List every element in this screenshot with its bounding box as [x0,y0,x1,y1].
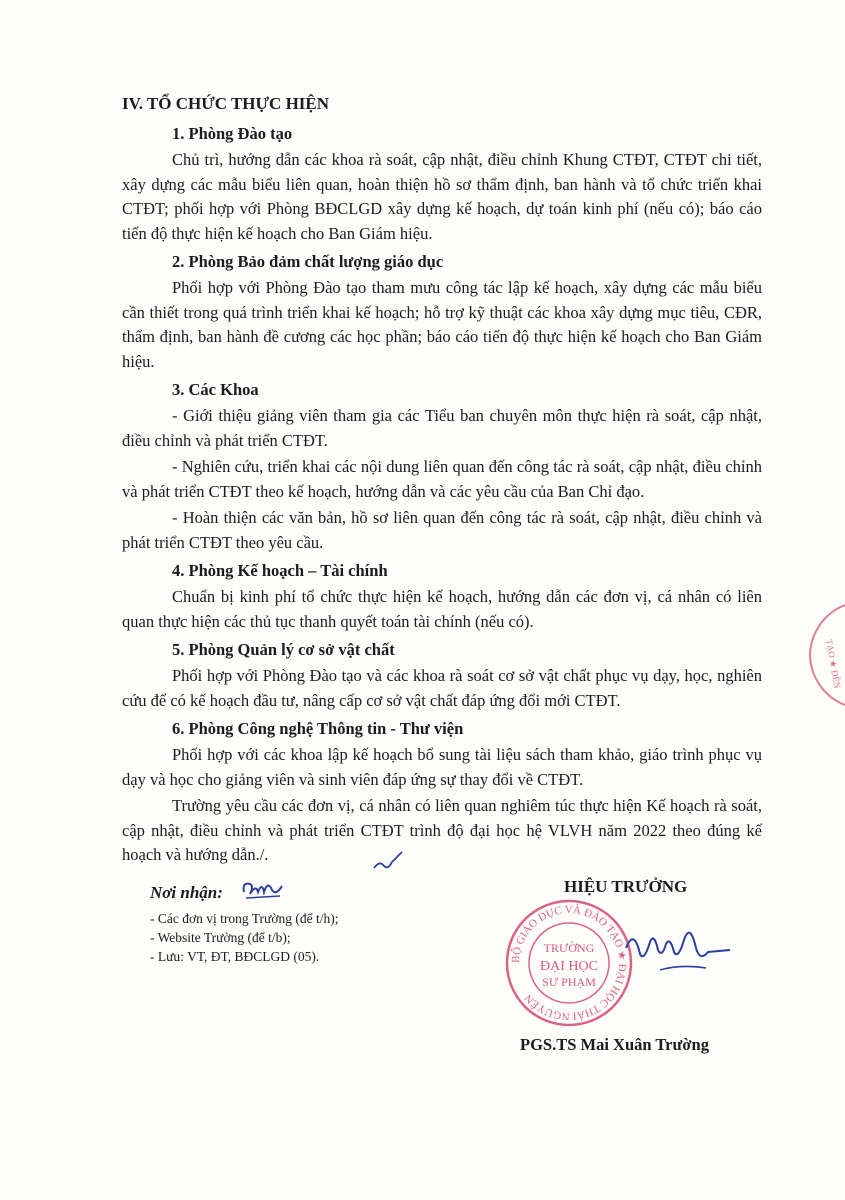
official-seal-icon [504,898,634,1028]
document-body [122,92,762,870]
seal-line-1: TRƯỜNG [543,941,595,955]
signer-title: HIỆU TRƯỞNG [564,877,688,896]
section-title: IV. TỔ CHỨC THỰC HIỆN [122,94,330,113]
recipients-list [150,909,450,966]
item-paragraph: - Giới thiệu giảng viên tham gia các Tiểu ban chuyên môn thực hiện rà soát, cập nhật, điều chỉnh và phát triển CTĐT. [122,406,762,450]
signature-icon [620,918,740,978]
item-paragraph: Phối hợp với các khoa lập kế hoạch bổ sung tài liệu sách tham khảo, giáo trình phục vụ dạy và học cho giảng viên và sinh viên đáp ứng sự thay đổi về CTĐT. [122,745,762,789]
item-heading: 5. Phòng Quản lý cơ sở vật chất [172,640,395,659]
item-paragraph: Chuẩn bị kinh phí tổ chức thực hiện kế hoạch, hướng dẫn các đơn vị, cá nhân có liên quan thực hiện các thủ tục thanh quyết toán tài chính (nếu có). [122,587,762,631]
item-2 [122,250,762,374]
item-1 [122,122,762,246]
item-paragraph: Chủ trì, hướng dẫn các khoa rà soát, cập nhật, điều chỉnh Khung CTĐT, CTĐT chi tiết, xây dựng các mẫu biểu liên quan, hoàn thiện hồ sơ thẩm định, ban hành và tổ chức triển khai CTĐT; phối hợp với Phòng BĐCLGD xây dựng kế hoạch, dự toán kinh phí (nếu có); báo cáo tiến độ thực hiện kế hoạch cho Ban Giám hiệu. [122,150,762,243]
recipient-item: - Các đơn vị trong Trường (để t/h); [150,911,339,926]
closing-paragraph: Trường yêu cầu các đơn vị, cá nhân có liên quan nghiêm túc thực hiện Kế hoạch rà soát, cập nhật, điều chỉnh và phát triển CTĐT trình độ đại học hệ VLVH năm 2022 theo đúng kế hoạch và hướng dẫn./. [122,796,762,864]
signer-name: PGS.TS Mai Xuân Trường [520,1035,709,1054]
item-paragraph: Phối hợp với Phòng Đào tạo và các khoa rà soát cơ sở vật chất phục vụ dạy, học, nghiên cứu để có kế hoạch đầu tư, nâng cấp cơ sở vật chất đáp ứng đổi mới CTĐT. [122,666,762,710]
item-paragraph: - Nghiên cứu, triển khai các nội dung liên quan đến công tác rà soát, cập nhật, điều chỉnh và phát triển CTĐT theo kế hoạch, hướng dẫn và các yêu cầu của Ban Chỉ đạo. [122,457,762,501]
item-3 [122,378,762,555]
edge-stamp-icon [806,600,845,710]
item-5 [122,638,762,713]
recipients-title: Nơi nhận: [150,883,223,902]
item-heading: 6. Phòng Công nghệ Thông tin - Thư viện [172,719,464,738]
item-6 [122,717,762,868]
item-heading: 3. Các Khoa [172,380,259,399]
recipient-item: - Lưu: VT, ĐT, BĐCLGD (05). [150,949,320,964]
recipients-block [150,881,450,966]
item-heading: 4. Phòng Kế hoạch – Tài chính [172,561,388,580]
item-4 [122,559,762,634]
edge-stamp-text: TẠO ★ ĐỀN [824,638,843,690]
item-heading: 2. Phòng Bảo đảm chất lượng giáo dục [172,252,444,271]
seal-outer-text: BỘ GIÁO DỤC VÀ ĐÀO TẠO ★ ĐẠI HỌC THÁI NGUYÊN [509,903,629,1023]
item-paragraph: Phối hợp với Phòng Đào tạo tham mưu công tác lập kế hoạch, xây dựng các mẫu biểu cần thiết trong quá trình triển khai kế hoạch; hỗ trợ kỹ thuật các khoa xây dựng mục tiêu, CĐR, thẩm định, ban hành đề cương các học phần; báo cáo tiến độ thực hiện kế hoạch cho Ban Giám hiệu. [122,278,762,371]
seal-line-2: ĐẠI HỌC [540,959,598,974]
initial-tick-mark [372,850,406,874]
seal-line-3: SƯ PHẠM [542,975,596,989]
recipient-item: - Website Trường (để t/b); [150,930,291,945]
item-paragraph: - Hoàn thiện các văn bản, hồ sơ liên quan đến công tác rà soát, cập nhật, điều chỉnh và phát triển CTĐT theo yêu cầu. [122,508,762,552]
item-heading: 1. Phòng Đào tạo [172,124,293,143]
handwritten-initials-icon [240,876,286,902]
